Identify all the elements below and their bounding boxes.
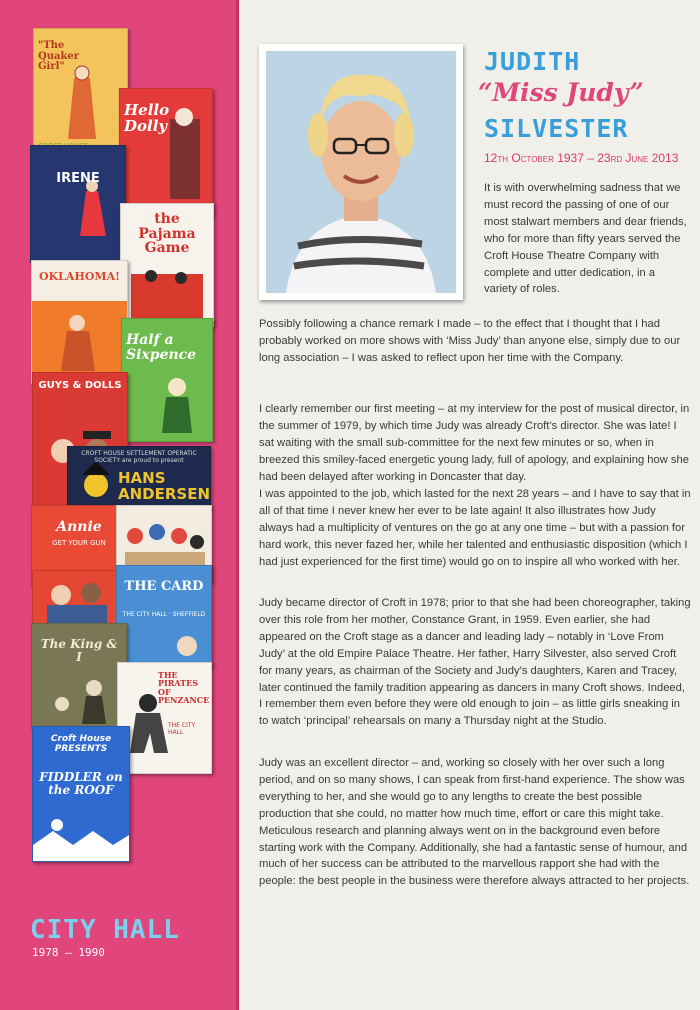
poster-title: Hello Dolly xyxy=(124,101,170,135)
portrait-illustration xyxy=(266,51,456,293)
article-paragraph: Possibly following a chance remark I made – to the effect that I thought that I had probably worked on more shows with ‘Miss Judy’ than anyone else, simply due to our long association – I was asked to reflect upon her time with the Company. xyxy=(259,318,681,364)
poster-title: The King & I xyxy=(40,637,118,664)
portrait-image xyxy=(266,51,456,293)
poster-title: Half a Sixpence xyxy=(126,332,197,363)
article-paragraph: I was appointed to the job, which lasted for the next 28 years – and I have to say that in all of that time I never knew her ever to be late again! It also illustrates how Judy always had a multiplicity of ventures on the go at any one time – but with a passion for hard work, this never fazed her, while her talented and enthusiastic disposition (which I had just experienced for the first time) would go on to inspire all who worked with her. xyxy=(259,488,691,568)
portrait-photo xyxy=(259,44,463,300)
poster-title: IRENE xyxy=(56,171,100,186)
poster-hello-dolly xyxy=(119,88,213,216)
poster-illustration xyxy=(33,727,129,861)
poster-subtitle: Croft House PRESENTS xyxy=(50,734,112,754)
poster-illustration xyxy=(31,146,125,262)
name-surname: SILVESTER xyxy=(484,114,629,143)
poster-the-card xyxy=(116,565,212,667)
article-paragraph: It is with overwhelming sadness that we must record the passing of one of our most stalwart members and dear friends, who for more than fifty years served the Croft House Theatre Company with complete and utter dedication, in a variety of roles. xyxy=(484,182,687,296)
sidebar-divider xyxy=(236,0,239,1010)
poster-fiddler-on-the-roof xyxy=(32,726,130,862)
poster-hans-andersen xyxy=(67,446,211,510)
name-nickname: “Miss Judy” xyxy=(478,78,644,107)
poster-illustration xyxy=(117,566,211,666)
poster-subtitle: GET YOUR GUN xyxy=(52,539,106,547)
article-paragraph: Judy was an excellent director – and, working so closely with her over such a long period, and on so many shows, I can speak from first-hand experience. The show was everything to her, and she would go to any lengths to create the best possible production that she could, no matter how much time, effort or care this might take. Meticulous research and planning always went on in the background even before starting work with the Company. Additionally, she had a fantastic sense of humour, and much of her success can be attributed to the marvellous rapport she had with the people: the best people in the business were therefore always attracted to her projects. xyxy=(259,757,690,888)
poster-title: THE PIRATES OF PENZANCE xyxy=(158,670,210,706)
life-dates: 12th October 1937 – 23rd June 2013 xyxy=(484,151,679,165)
poster-pajama-game xyxy=(120,203,214,327)
city-hall-title: CITY HALL xyxy=(30,915,180,945)
poster-title: FIDDLER on the ROOF xyxy=(39,770,123,797)
poster-subtitle: THE CITY HALL · SHEFFIELD xyxy=(122,611,206,618)
article-paragraph: Judy became director of Croft in 1978; prior to that she had been choreographer, taking over this role from her mother, Constance Grant, in 1959. Even earlier, she had appeared on the Croft stage as a dancer and leading lady – notably in ‘Love From Judy’ at the old Empire Palace Theatre. Her father, Harry Silvester, also served Croft for many years, as chairman of the Society and Judy’s daughters, Karen and Tracey, later continued the family tradition appearing as dancers in many Croft shows. Indeed, I remember them even before they were old enough to join – as little girls sneaking in to watch ‘principal’ rehearsals on many a Thursday night at the Studio. xyxy=(259,597,691,728)
poster-quaker-girl xyxy=(33,28,128,158)
city-hall-years: 1978 – 1990 xyxy=(32,946,105,959)
name-first: JUDITH xyxy=(484,47,581,76)
poster-title: OKLAHOMA! xyxy=(39,270,120,283)
poster-subtitle: CROFT HOUSE SETTLEMENT OPERATIC SOCIETY are proud to present xyxy=(81,450,197,464)
poster-title: GUYS & DOLLS xyxy=(38,380,122,391)
article-paragraph: I clearly remember our first meeting – at my interview for the post of musical director, in the summer of 1979, by which time Judy was already Croft’s director. She was late! I sat waiting with the small sub-committee for the next few minutes or so, when in breezed this smiley-faced energetic young lady, full of apology, and explaining how she had been delayed after working in Doncaster that day. xyxy=(259,403,690,483)
poster-pirates-of-penzance xyxy=(117,662,212,774)
poster-subtitle: THE CITY HALL xyxy=(168,722,196,736)
poster-illustration xyxy=(118,663,211,773)
poster-half-a-sixpence xyxy=(121,318,213,442)
poster-title: Annie xyxy=(56,519,102,535)
poster-title: HANS ANDERSEN xyxy=(118,469,211,503)
poster-irene xyxy=(30,145,126,263)
poster-oklahoma xyxy=(31,260,128,384)
poster-title: the Pajama Game xyxy=(138,211,196,257)
poster-illustration xyxy=(33,571,123,631)
poster-title: THE CARD xyxy=(124,579,204,594)
poster-king-and-i xyxy=(31,623,127,729)
poster-title: "The Quaker Girl" xyxy=(38,40,80,72)
